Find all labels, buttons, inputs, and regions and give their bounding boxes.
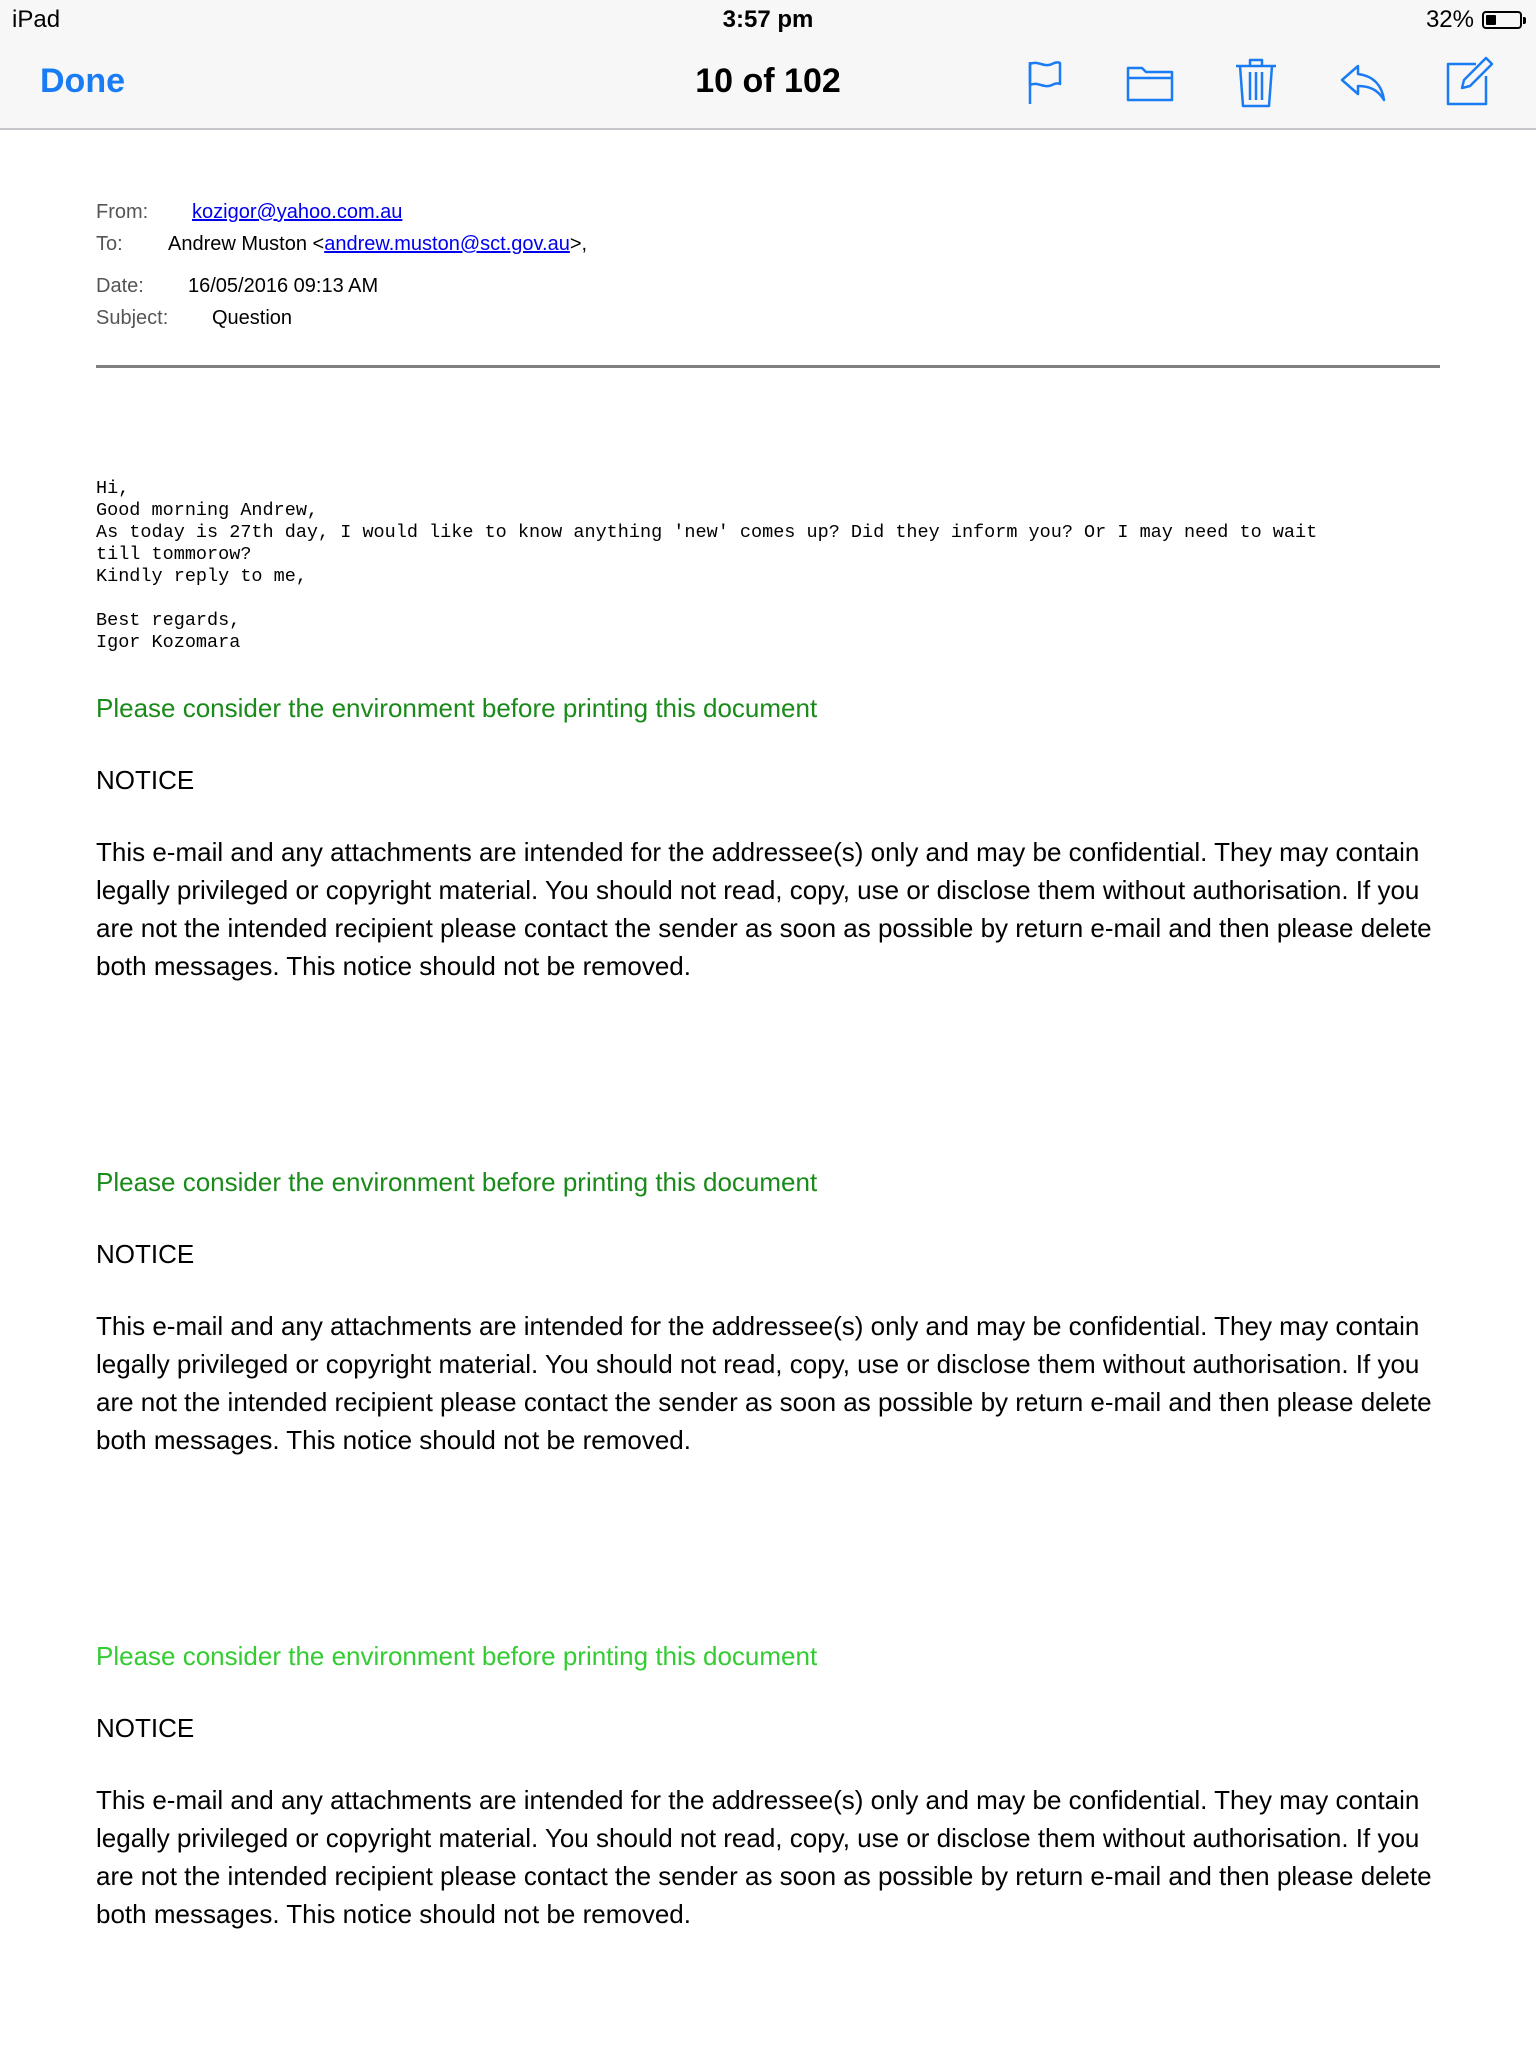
status-time: 3:57 pm [722, 6, 814, 33]
email-header [96, 196, 1440, 334]
to-name: Andrew Muston < [168, 233, 325, 255]
to-row [96, 228, 1440, 260]
flag-icon[interactable] [1016, 54, 1072, 110]
notice-block [96, 689, 1456, 985]
notice-heading: NOTICE [96, 1239, 195, 1269]
device-name: iPad [12, 6, 61, 33]
to-label: To: [96, 233, 123, 255]
compose-icon[interactable] [1440, 54, 1496, 110]
notice-block [96, 1163, 1456, 1459]
reply-icon[interactable] [1334, 54, 1390, 110]
environment-message: Please consider the environment before printing this document [96, 1167, 818, 1197]
notice-heading: NOTICE [96, 765, 195, 795]
status-bar [0, 0, 1536, 40]
subject-label: Subject: [96, 307, 169, 329]
battery-percent: 32% [1425, 6, 1474, 33]
notice-text: This e-mail and any attachments are intended for the addressee(s) only and may be confidential. They may contain legally privileged or copyright material. You should not read, copy, use or disclose them without authorisation. If you are not the intended recipient please contact the sender as soon as possible by return e-mail and then please delete both messages. This notice should not be removed. [96, 1311, 1432, 1455]
to-recipient [168, 228, 587, 260]
to-email-link[interactable]: andrew.muston@sct.gov.au [324, 233, 570, 255]
folder-icon[interactable] [1122, 54, 1178, 110]
toolbar-actions [1016, 54, 1496, 110]
header-divider [96, 365, 1440, 368]
date-row [96, 270, 1440, 302]
subject-row [96, 302, 1440, 334]
nav-bar [0, 40, 1536, 130]
notice-text: This e-mail and any attachments are intended for the addressee(s) only and may be confidential. They may contain legally privileged or copyright material. You should not read, copy, use or disclose them without authorisation. If you are not the intended recipient please contact the sender as soon as possible by return e-mail and then please delete both messages. This notice should not be removed. [96, 1785, 1432, 1929]
message-position-title: 10 of 102 [695, 62, 841, 100]
battery-icon [1482, 11, 1522, 29]
battery-fill [1486, 15, 1496, 25]
from-row [96, 196, 1440, 228]
date-label: Date: [96, 275, 144, 297]
from-label: From: [96, 201, 149, 223]
environment-message: Please consider the environment before printing this document [96, 693, 818, 723]
trash-icon[interactable] [1228, 54, 1284, 110]
battery-status [1426, 6, 1522, 34]
done-button[interactable]: Done [40, 62, 125, 100]
environment-message: Please consider the environment before printing this document [96, 1641, 818, 1671]
notice-block [96, 1637, 1456, 1933]
notice-heading: NOTICE [96, 1713, 195, 1743]
from-email-link[interactable]: kozigor@yahoo.com.au [192, 201, 403, 223]
to-suffix: >, [569, 233, 588, 255]
subject-value: Question [212, 307, 293, 329]
date-value: 16/05/2016 09:13 AM [188, 275, 379, 297]
message-body: Hi, Good morning Andrew, As today is 27th day, I would like to know anything 'new' comes up? Did they inform you? Or I may need to wait till tommorow? Kindly reply to me, Best regards, Igor Kozomara [96, 478, 1318, 653]
notice-text: This e-mail and any attachments are intended for the addressee(s) only and may be confidential. They may contain legally privileged or copyright material. You should not read, copy, use or disclose them without authorisation. If you are not the intended recipient please contact the sender as soon as possible by return e-mail and then please delete both messages. This notice should not be removed. [96, 837, 1432, 981]
